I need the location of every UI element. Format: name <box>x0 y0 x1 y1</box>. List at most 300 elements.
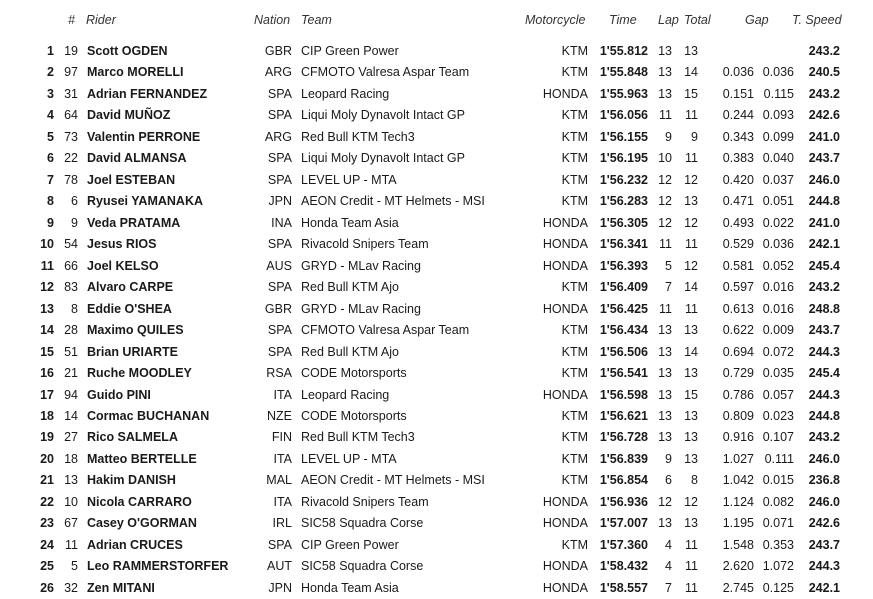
motorcycle-cell: HONDA <box>542 86 588 101</box>
total-laps-cell: 14 <box>684 344 698 359</box>
header-rider: Rider <box>86 13 116 27</box>
gap-to-first-cell: 0.613 <box>722 301 754 316</box>
nation-cell: ITA <box>273 387 292 402</box>
position-cell: 3 <box>47 86 54 101</box>
gap-to-first-cell: 0.694 <box>722 344 754 359</box>
best-lap-cell: 13 <box>658 344 672 359</box>
top-speed-cell: 244.8 <box>808 408 840 423</box>
rider-name-cell: Rico SALMELA <box>87 430 178 445</box>
rider-name-cell: Eddie O'SHEA <box>87 301 172 316</box>
best-lap-cell: 13 <box>658 366 672 381</box>
gap-to-first-cell: 0.597 <box>722 280 754 295</box>
motorcycle-cell: KTM <box>561 430 588 445</box>
top-speed-cell: 244.3 <box>808 344 840 359</box>
position-cell: 1 <box>47 44 54 58</box>
top-speed-cell: 242.6 <box>808 516 840 531</box>
top-speed-cell: 241.0 <box>808 129 840 144</box>
gap-to-previous-cell: 0.057 <box>762 387 794 402</box>
total-laps-cell: 11 <box>685 580 698 595</box>
nation-cell: ARG <box>264 65 292 80</box>
motorcycle-cell: HONDA <box>542 237 588 252</box>
header-nation: Nation <box>254 13 291 27</box>
rider-number-cell: 9 <box>71 215 78 230</box>
rider-name-cell: Jesus RIOS <box>87 237 157 252</box>
rider-name-cell: Valentin PERRONE <box>87 129 201 144</box>
team-cell: CFMOTO Valresa Aspar Team <box>301 65 470 80</box>
gap-to-previous-cell: 0.023 <box>762 408 794 423</box>
top-speed-cell: 241.0 <box>808 215 840 230</box>
motorcycle-cell: HONDA <box>542 559 588 574</box>
gap-to-previous-cell: 0.035 <box>762 366 794 381</box>
top-speed-cell: 246.0 <box>808 451 840 466</box>
team-cell: Honda Team Asia <box>301 580 399 595</box>
table-row <box>0 363 873 384</box>
position-cell: 13 <box>40 301 54 316</box>
rider-number-cell: 27 <box>64 430 78 445</box>
best-lap-cell: 4 <box>665 537 672 552</box>
results-table-body <box>0 41 873 599</box>
position-cell: 24 <box>40 537 54 552</box>
lap-time-cell: 1'56.393 <box>599 258 648 273</box>
table-row <box>0 191 873 212</box>
lap-time-cell: 1'56.839 <box>599 451 648 466</box>
position-cell: 11 <box>40 258 54 273</box>
total-laps-cell: 11 <box>685 237 698 252</box>
best-lap-cell: 11 <box>659 108 672 123</box>
rider-number-cell: 67 <box>64 516 78 531</box>
position-cell: 2 <box>47 65 54 80</box>
position-cell: 9 <box>47 215 54 230</box>
best-lap-cell: 13 <box>658 408 672 423</box>
total-laps-cell: 14 <box>684 65 698 80</box>
lap-time-cell: 1'58.432 <box>599 559 648 574</box>
motorcycle-cell: KTM <box>561 194 588 209</box>
best-lap-cell: 5 <box>665 258 672 273</box>
rider-name-cell: Veda PRATAMA <box>87 215 181 230</box>
motorcycle-cell: KTM <box>561 172 588 187</box>
lap-time-cell: 1'55.812 <box>599 44 648 58</box>
nation-cell: FIN <box>271 430 292 445</box>
position-cell: 16 <box>40 366 54 381</box>
motorcycle-cell: HONDA <box>542 301 588 316</box>
gap-to-first-cell: 0.622 <box>722 323 754 338</box>
table-row <box>0 492 873 513</box>
lap-time-cell: 1'56.341 <box>599 237 648 252</box>
best-lap-cell: 7 <box>665 280 672 295</box>
gap-to-previous-cell: 0.051 <box>762 194 794 209</box>
table-row <box>0 513 873 534</box>
rider-number-cell: 22 <box>64 151 78 166</box>
motorcycle-cell: HONDA <box>542 494 588 509</box>
motorcycle-cell: KTM <box>561 151 588 166</box>
rider-name-cell: Adrian FERNANDEZ <box>87 86 208 101</box>
total-laps-cell: 11 <box>685 301 698 316</box>
team-cell: SIC58 Squadra Corse <box>301 516 424 531</box>
table-row <box>0 342 873 363</box>
gap-to-first-cell: 0.151 <box>722 86 754 101</box>
nation-cell: INA <box>271 215 292 230</box>
top-speed-cell: 244.8 <box>808 194 840 209</box>
position-cell: 6 <box>47 151 54 166</box>
table-row <box>0 148 873 169</box>
team-cell: Leopard Racing <box>301 387 390 402</box>
gap-to-first-cell: 0.343 <box>722 129 754 144</box>
best-lap-cell: 10 <box>658 151 672 166</box>
best-lap-cell: 12 <box>658 172 672 187</box>
header-gap: Gap <box>745 13 769 27</box>
table-row <box>0 578 873 599</box>
gap-to-first-cell: 2.745 <box>722 580 754 595</box>
top-speed-cell: 243.2 <box>808 430 840 445</box>
table-row <box>0 470 873 491</box>
rider-name-cell: Scott OGDEN <box>87 44 168 58</box>
nation-cell: ARG <box>264 129 292 144</box>
gap-to-previous-cell: 0.040 <box>762 151 794 166</box>
best-lap-cell: 13 <box>658 323 672 338</box>
lap-time-cell: 1'56.305 <box>599 215 648 230</box>
best-lap-cell: 9 <box>665 451 672 466</box>
lap-time-cell: 1'56.506 <box>599 344 648 359</box>
gap-to-previous-cell: 0.093 <box>762 108 794 123</box>
team-cell: LEVEL UP - MTA <box>301 172 397 187</box>
gap-to-first-cell: 0.786 <box>722 387 754 402</box>
nation-cell: SPA <box>267 108 292 123</box>
team-cell: AEON Credit - MT Helmets - MSI <box>301 194 485 209</box>
table-row <box>0 256 873 277</box>
top-speed-cell: 242.1 <box>808 580 840 595</box>
total-laps-cell: 12 <box>684 172 698 187</box>
best-lap-cell: 13 <box>658 86 672 101</box>
rider-number-cell: 18 <box>64 451 78 466</box>
table-row <box>0 449 873 470</box>
best-lap-cell: 13 <box>658 65 672 80</box>
table-row <box>0 556 873 577</box>
motorcycle-cell: KTM <box>561 344 588 359</box>
best-lap-cell: 12 <box>658 215 672 230</box>
gap-to-first-cell: 1.548 <box>722 537 754 552</box>
best-lap-cell: 13 <box>658 387 672 402</box>
total-laps-cell: 13 <box>684 194 698 209</box>
rider-name-cell: Nicola CARRARO <box>87 494 192 509</box>
nation-cell: SPA <box>267 344 292 359</box>
rider-name-cell: Zen MITANI <box>87 580 155 595</box>
rider-name-cell: Cormac BUCHANAN <box>87 408 210 423</box>
position-cell: 10 <box>40 237 54 252</box>
gap-to-first-cell: 1.124 <box>722 494 754 509</box>
rider-name-cell: Adrian CRUCES <box>87 537 183 552</box>
rider-number-cell: 19 <box>64 44 78 58</box>
position-cell: 20 <box>40 451 54 466</box>
rider-number-cell: 97 <box>64 65 78 80</box>
rider-name-cell: David MUÑOZ <box>87 108 171 123</box>
lap-time-cell: 1'56.425 <box>599 301 648 316</box>
motorcycle-cell: HONDA <box>542 258 588 273</box>
table-row <box>0 84 873 105</box>
gap-to-previous-cell: 0.052 <box>762 258 794 273</box>
table-row <box>0 277 873 298</box>
motorcycle-cell: KTM <box>561 537 588 552</box>
position-cell: 21 <box>40 473 54 488</box>
total-laps-cell: 13 <box>684 451 698 466</box>
position-cell: 22 <box>40 494 54 509</box>
lap-time-cell: 1'56.621 <box>599 408 648 423</box>
table-row <box>0 320 873 341</box>
position-cell: 17 <box>40 387 54 402</box>
motorcycle-cell: KTM <box>561 473 588 488</box>
motorcycle-cell: KTM <box>561 44 588 58</box>
rider-number-cell: 21 <box>64 366 78 381</box>
gap-to-first-cell: 0.916 <box>722 430 754 445</box>
rider-name-cell: David ALMANSA <box>87 151 187 166</box>
position-cell: 12 <box>40 280 54 295</box>
top-speed-cell: 243.7 <box>808 323 840 338</box>
rider-number-cell: 73 <box>64 129 78 144</box>
total-laps-cell: 11 <box>685 108 698 123</box>
rider-name-cell: Maximo QUILES <box>87 323 184 338</box>
gap-to-first-cell: 0.036 <box>722 65 754 80</box>
top-speed-cell: 243.2 <box>808 280 840 295</box>
total-laps-cell: 15 <box>684 86 698 101</box>
rider-number-cell: 6 <box>71 194 78 209</box>
rider-name-cell: Leo RAMMERSTORFER <box>87 559 229 574</box>
team-cell: Red Bull KTM Ajo <box>301 344 399 359</box>
top-speed-cell: 245.4 <box>808 366 840 381</box>
lap-time-cell: 1'56.232 <box>599 172 648 187</box>
rider-number-cell: 13 <box>64 473 78 488</box>
lap-time-cell: 1'56.409 <box>599 280 648 295</box>
total-laps-cell: 13 <box>684 430 698 445</box>
lap-time-cell: 1'55.963 <box>599 86 648 101</box>
motorcycle-cell: HONDA <box>542 516 588 531</box>
nation-cell: MAL <box>266 473 292 488</box>
lap-time-cell: 1'56.598 <box>599 387 648 402</box>
nation-cell: SPA <box>267 86 292 101</box>
gap-to-first-cell: 0.383 <box>722 151 754 166</box>
position-cell: 23 <box>40 516 54 531</box>
nation-cell: SPA <box>267 537 292 552</box>
nation-cell: JPN <box>268 194 292 209</box>
table-row <box>0 385 873 406</box>
lap-time-cell: 1'56.434 <box>599 323 648 338</box>
rider-number-cell: 11 <box>65 537 78 552</box>
rider-number-cell: 5 <box>71 559 78 574</box>
best-lap-cell: 11 <box>659 301 672 316</box>
gap-to-first-cell: 0.493 <box>722 215 754 230</box>
table-row <box>0 127 873 148</box>
best-lap-cell: 7 <box>665 580 672 595</box>
gap-to-previous-cell: 1.072 <box>762 559 794 574</box>
gap-to-first-cell: 0.420 <box>722 172 754 187</box>
gap-to-previous-cell: 0.022 <box>762 215 794 230</box>
header-team: Team <box>301 13 332 27</box>
lap-time-cell: 1'56.195 <box>599 151 648 166</box>
gap-to-previous-cell: 0.037 <box>762 172 794 187</box>
position-cell: 19 <box>40 430 54 445</box>
team-cell: SIC58 Squadra Corse <box>301 559 424 574</box>
total-laps-cell: 12 <box>684 494 698 509</box>
top-speed-cell: 246.0 <box>808 172 840 187</box>
total-laps-cell: 13 <box>684 408 698 423</box>
team-cell: Rivacold Snipers Team <box>301 494 429 509</box>
gap-to-first-cell: 1.195 <box>722 516 754 531</box>
position-cell: 26 <box>40 580 54 595</box>
table-row <box>0 170 873 191</box>
total-laps-cell: 14 <box>684 280 698 295</box>
gap-to-previous-cell: 0.009 <box>762 323 794 338</box>
rider-number-cell: 8 <box>71 301 78 316</box>
team-cell: Rivacold Snipers Team <box>301 237 429 252</box>
gap-to-first-cell: 1.042 <box>722 473 754 488</box>
rider-number-cell: 32 <box>64 580 78 595</box>
total-laps-cell: 12 <box>684 215 698 230</box>
motorcycle-cell: KTM <box>561 280 588 295</box>
nation-cell: NZE <box>267 408 292 423</box>
rider-number-cell: 66 <box>64 258 78 273</box>
nation-cell: RSA <box>266 366 292 381</box>
team-cell: CODE Motorsports <box>301 366 407 381</box>
lap-time-cell: 1'57.007 <box>599 516 648 531</box>
position-cell: 4 <box>47 108 54 123</box>
total-laps-cell: 8 <box>691 473 698 488</box>
lap-time-cell: 1'56.155 <box>599 129 648 144</box>
motorcycle-cell: KTM <box>561 108 588 123</box>
position-cell: 7 <box>47 172 54 187</box>
gap-to-first-cell: 0.809 <box>722 408 754 423</box>
nation-cell: AUS <box>266 258 292 273</box>
nation-cell: SPA <box>267 237 292 252</box>
motorcycle-cell: KTM <box>561 408 588 423</box>
gap-to-previous-cell: 0.107 <box>762 430 794 445</box>
rider-number-cell: 83 <box>64 280 78 295</box>
lap-time-cell: 1'56.854 <box>599 473 648 488</box>
top-speed-cell: 242.6 <box>808 108 840 123</box>
rider-number-cell: 28 <box>64 323 78 338</box>
gap-to-first-cell: 0.244 <box>722 108 754 123</box>
team-cell: CFMOTO Valresa Aspar Team <box>301 323 470 338</box>
lap-time-cell: 1'56.283 <box>599 194 648 209</box>
gap-to-previous-cell: 0.082 <box>762 494 794 509</box>
team-cell: CODE Motorsports <box>301 408 407 423</box>
team-cell: Honda Team Asia <box>301 215 399 230</box>
nation-cell: IRL <box>272 516 292 531</box>
rider-number-cell: 31 <box>64 86 78 101</box>
top-speed-cell: 243.2 <box>808 86 840 101</box>
gap-to-previous-cell: 0.016 <box>762 280 794 295</box>
motorcycle-cell: KTM <box>561 323 588 338</box>
total-laps-cell: 12 <box>684 258 698 273</box>
rider-name-cell: Ruche MOODLEY <box>87 366 192 381</box>
gap-to-previous-cell: 0.353 <box>762 537 794 552</box>
table-row <box>0 213 873 234</box>
total-laps-cell: 9 <box>691 129 698 144</box>
rider-name-cell: Joel ESTEBAN <box>87 172 176 187</box>
team-cell: Red Bull KTM Tech3 <box>301 430 415 445</box>
lap-time-cell: 1'56.541 <box>599 366 648 381</box>
total-laps-cell: 13 <box>684 516 698 531</box>
motorcycle-cell: HONDA <box>542 215 588 230</box>
rider-name-cell: Guido PINI <box>87 387 151 402</box>
total-laps-cell: 11 <box>685 559 698 574</box>
top-speed-cell: 245.4 <box>808 258 840 273</box>
team-cell: CIP Green Power <box>301 537 399 552</box>
header-lap: Lap <box>658 13 679 27</box>
team-cell: CIP Green Power <box>301 44 399 58</box>
position-cell: 15 <box>40 344 54 359</box>
table-row <box>0 41 873 62</box>
table-row <box>0 535 873 556</box>
rider-number-cell: 94 <box>64 387 78 402</box>
best-lap-cell: 4 <box>665 559 672 574</box>
rider-name-cell: Matteo BERTELLE <box>87 451 197 466</box>
team-cell: AEON Credit - MT Helmets - MSI <box>301 473 485 488</box>
best-lap-cell: 13 <box>658 516 672 531</box>
top-speed-cell: 243.7 <box>808 151 840 166</box>
team-cell: GRYD - MLav Racing <box>301 301 421 316</box>
nation-cell: ITA <box>273 494 292 509</box>
gap-to-previous-cell: 0.036 <box>762 237 794 252</box>
best-lap-cell: 12 <box>658 194 672 209</box>
team-cell: LEVEL UP - MTA <box>301 451 397 466</box>
top-speed-cell: 244.3 <box>808 387 840 402</box>
total-laps-cell: 15 <box>684 387 698 402</box>
rider-name-cell: Ryusei YAMANAKA <box>87 194 204 209</box>
table-row <box>0 299 873 320</box>
table-row <box>0 62 873 83</box>
header-pos: # <box>68 13 75 27</box>
motorcycle-cell: KTM <box>561 451 588 466</box>
nation-cell: SPA <box>267 172 292 187</box>
table-row <box>0 105 873 126</box>
best-lap-cell: 12 <box>658 494 672 509</box>
gap-to-previous-cell: 0.099 <box>762 129 794 144</box>
position-cell: 14 <box>40 323 54 338</box>
lap-time-cell: 1'55.848 <box>599 65 648 80</box>
motorcycle-cell: HONDA <box>542 387 588 402</box>
rider-name-cell: Joel KELSO <box>87 258 159 273</box>
team-cell: Red Bull KTM Tech3 <box>301 129 415 144</box>
total-laps-cell: 11 <box>685 151 698 166</box>
position-cell: 5 <box>47 129 54 144</box>
gap-to-first-cell: 0.529 <box>722 237 754 252</box>
nation-cell: GBR <box>264 44 292 58</box>
gap-to-first-cell: 0.471 <box>722 194 754 209</box>
rider-name-cell: Hakim DANISH <box>87 473 176 488</box>
best-lap-cell: 13 <box>658 430 672 445</box>
gap-to-previous-cell: 0.071 <box>762 516 794 531</box>
best-lap-cell: 13 <box>658 44 672 58</box>
team-cell: Liqui Moly Dynavolt Intact GP <box>301 108 465 123</box>
nation-cell: GBR <box>264 301 292 316</box>
rider-number-cell: 64 <box>64 108 78 123</box>
gap-to-first-cell: 2.620 <box>722 559 754 574</box>
header-total: Total <box>684 13 711 27</box>
lap-time-cell: 1'56.936 <box>599 494 648 509</box>
gap-to-previous-cell: 0.016 <box>762 301 794 316</box>
rider-number-cell: 10 <box>64 494 78 509</box>
rider-number-cell: 14 <box>64 408 78 423</box>
team-cell: Red Bull KTM Ajo <box>301 280 399 295</box>
top-speed-cell: 243.2 <box>808 44 840 58</box>
nation-cell: SPA <box>267 151 292 166</box>
total-laps-cell: 13 <box>684 323 698 338</box>
top-speed-cell: 244.3 <box>808 559 840 574</box>
rider-number-cell: 54 <box>64 237 78 252</box>
header-motorcycle: Motorcycle <box>525 13 586 27</box>
lap-time-cell: 1'58.557 <box>599 580 648 595</box>
best-lap-cell: 9 <box>665 129 672 144</box>
gap-to-previous-cell: 0.036 <box>762 65 794 80</box>
gap-to-first-cell: 1.027 <box>722 451 754 466</box>
